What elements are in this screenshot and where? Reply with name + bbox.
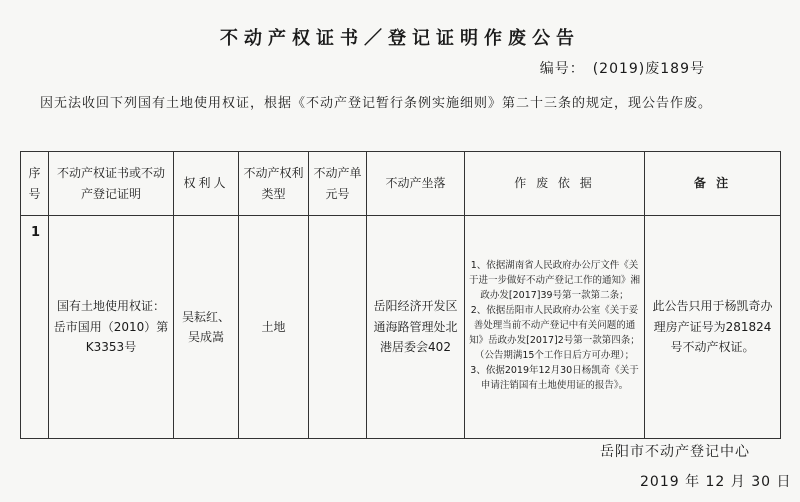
basis-item: 1、依据湖南省人民政府办公厅文件《关于进一步做好不动产登记工作的通知》湘政办发[2017]39号第一款第二条；: [468, 260, 640, 301]
intro-paragraph: 因无法收回下列国有土地使用权证，根据《不动产登记暂行条例实施细则》第二十三条的规定，现公告作废。: [40, 96, 713, 111]
issue-date: 2019 年 12 月 30 日: [640, 474, 792, 490]
row-type: 土地: [239, 216, 309, 439]
header-type: 不动产权利类型: [239, 152, 309, 216]
header-seq: 序号: [21, 152, 49, 216]
row-location: 岳阳经济开发区通海路管理处北港居委会402: [367, 216, 465, 439]
issuer-name: 岳阳市不动产登记中心: [600, 444, 750, 460]
row-basis: [465, 216, 645, 439]
header-cert: 不动产权证书或不动产登记证明: [49, 152, 174, 216]
row-seq: 1: [21, 216, 49, 439]
header-unit: 不动产单元号: [309, 152, 367, 216]
row-cert: 国有土地使用权证：岳市国用（2010）第K3353号: [49, 216, 174, 439]
basis-item: 3、依据2019年12月30日杨凯奇《关于申请注销国有土地使用证的报告》。: [470, 365, 639, 392]
header-location: 不动产坐落: [367, 152, 465, 216]
table-header-row: [21, 152, 781, 216]
table-row: [21, 216, 781, 439]
header-note: 备 注: [645, 152, 781, 216]
cancellation-table: [20, 151, 781, 439]
row-unit: [309, 216, 367, 439]
header-basis: 作 废 依 据: [465, 152, 645, 216]
row-owner: 吴耘红、吴成嵩: [174, 216, 239, 439]
header-owner: 权利人: [174, 152, 239, 216]
document-number: 编号： (2019)废189号: [539, 61, 705, 77]
row-note: 此公告只用于杨凯奇办理房产证号为281824号不动产权证。: [645, 216, 781, 439]
page-title: 不动产权证书／登记证明作废公告: [220, 28, 580, 49]
basis-item: 2、依据岳阳市人民政府办公室《关于妥善处理当前不动产登记中有关问题的通知》岳政办发[2017]2号第一款第四条；（公告期满15个工作日后方可办理）；: [469, 305, 640, 361]
